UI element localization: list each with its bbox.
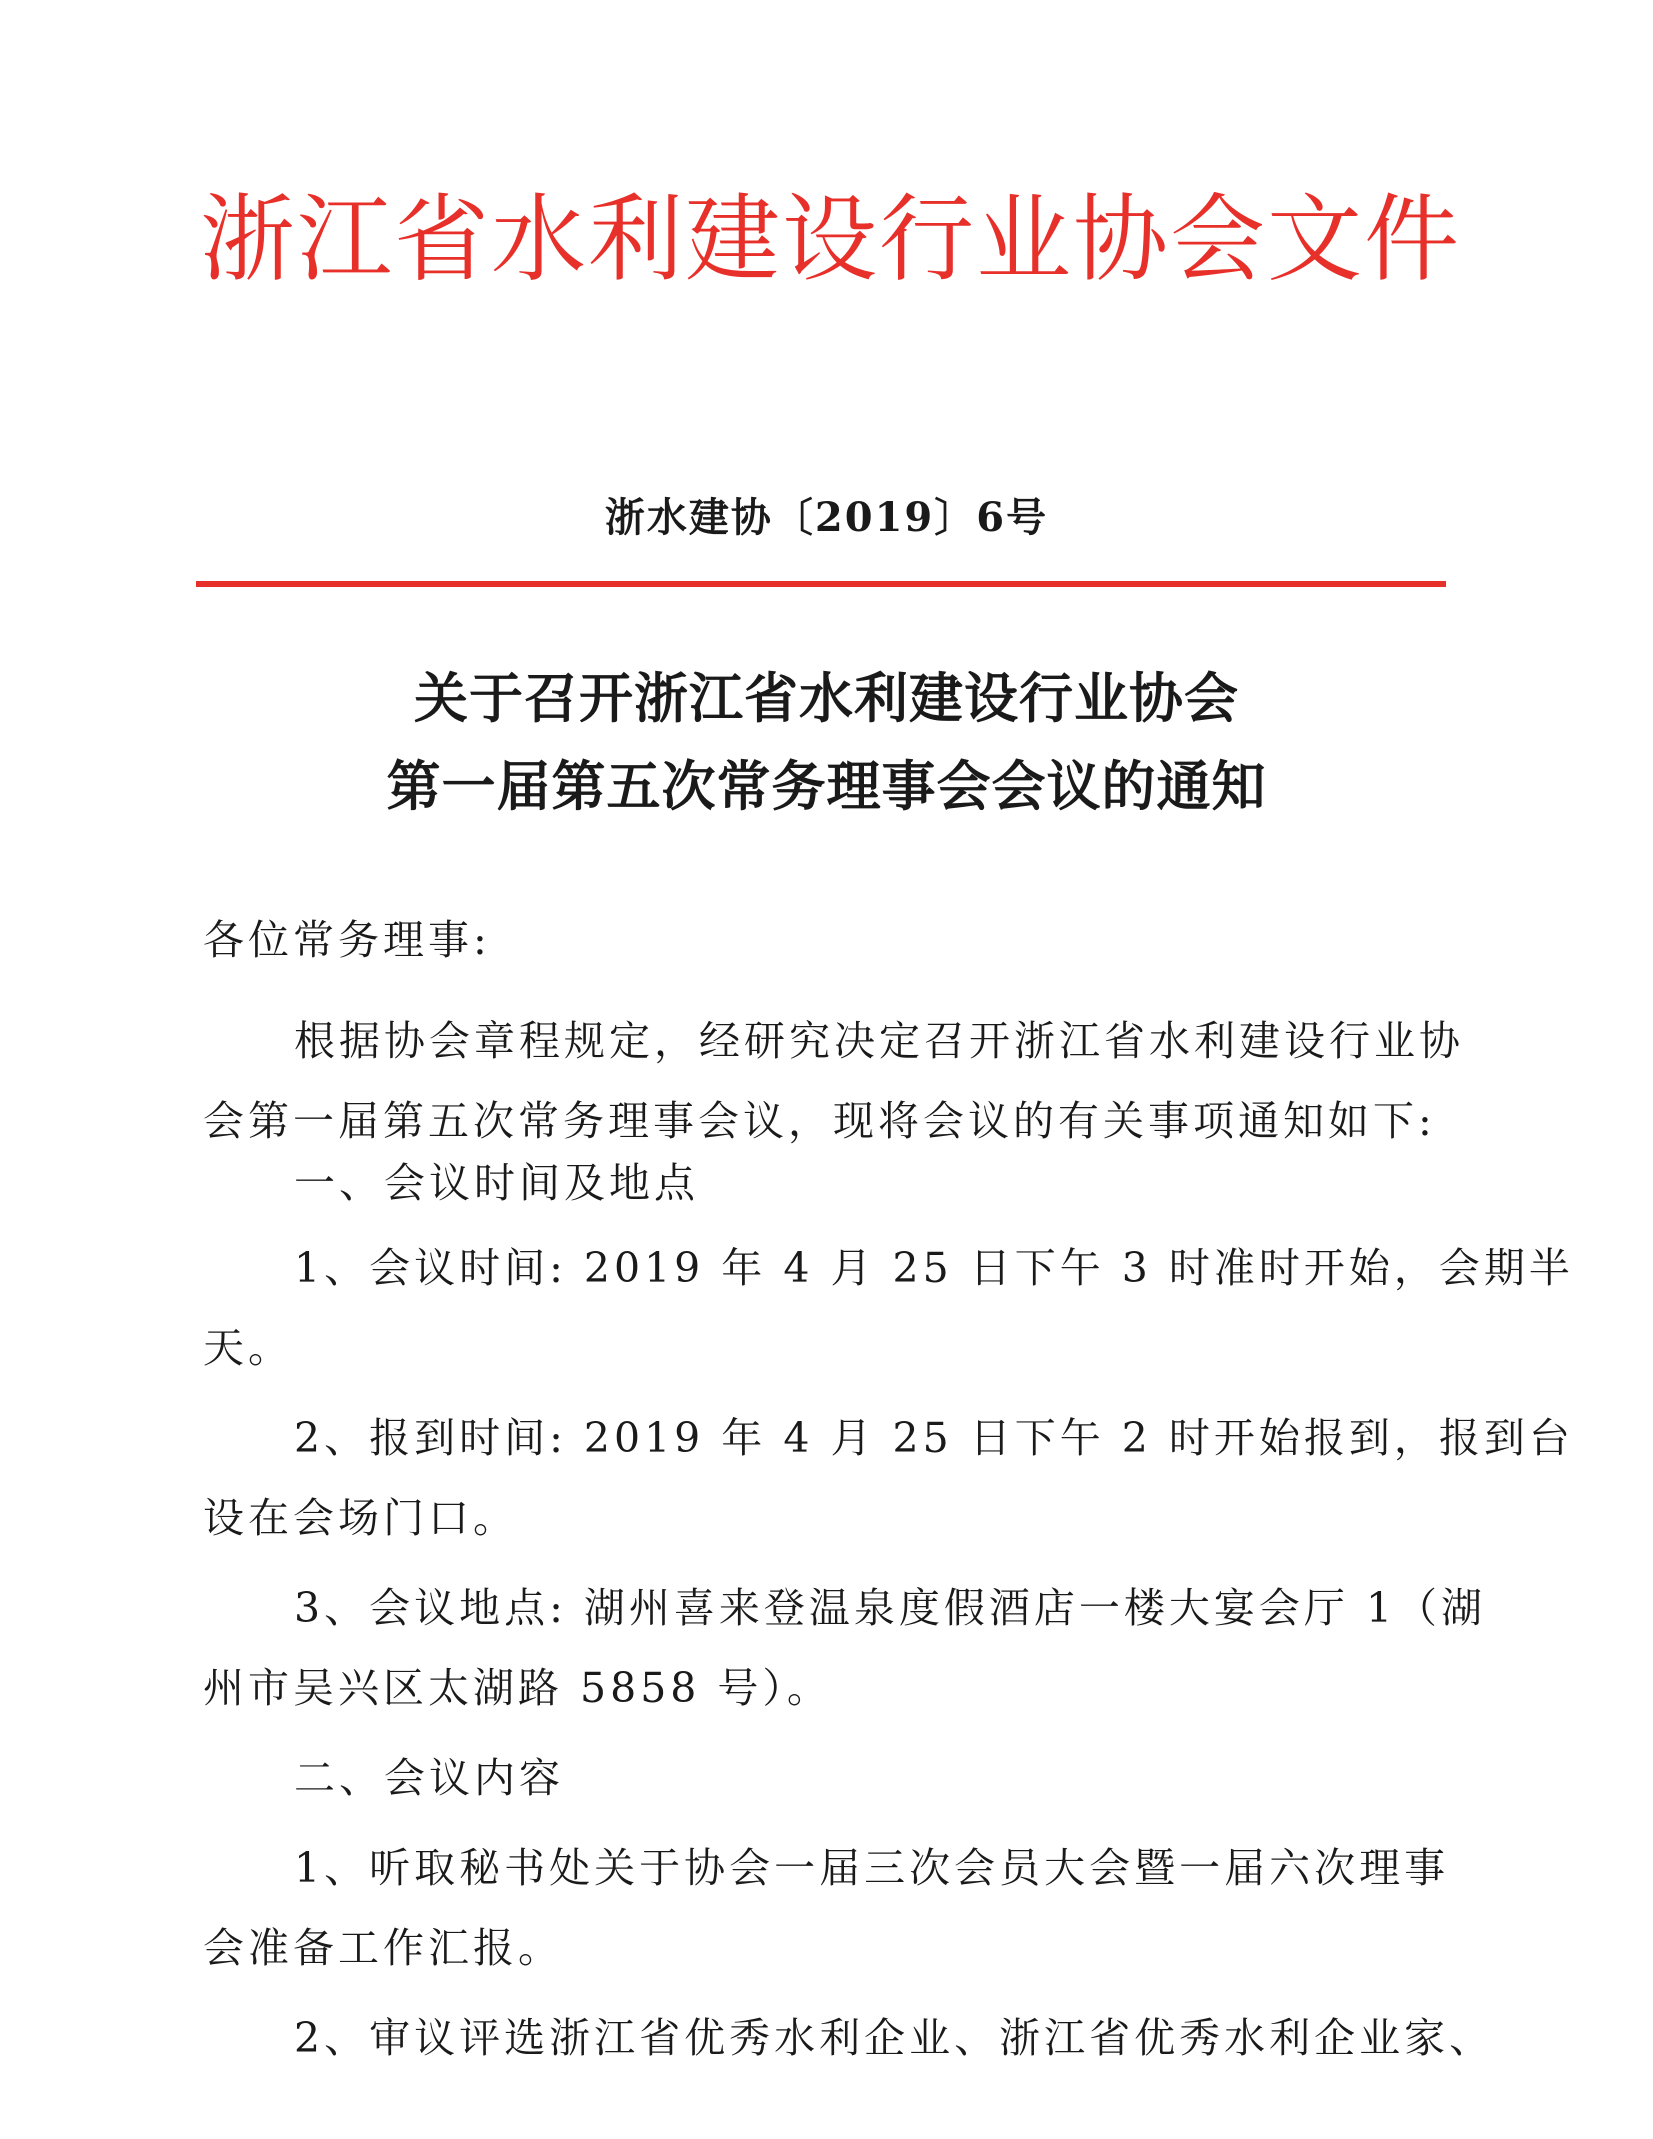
red-divider-line: [196, 581, 1446, 587]
intro-line-1: 根据协会章程规定，经研究决定召开浙江省水利建设行业协: [294, 1017, 1464, 1065]
notice-title-line-2: 第一届第五次常务理事会会议的通知: [386, 755, 1267, 818]
item-2-1-line-1: 1、听取秘书处关于协会一届三次会员大会暨一届六次理事: [294, 1844, 1450, 1892]
notice-title: [0, 655, 1653, 831]
item-1-3-line-2: 州市吴兴区太湖路 5858 号）。: [203, 1664, 832, 1712]
notice-title-line-1: 关于召开浙江省水利建设行业协会: [414, 667, 1239, 730]
document-header-title: 浙江省水利建设行业协会文件: [200, 185, 1462, 295]
section-1-heading: 一、会议时间及地点: [294, 1159, 699, 1207]
item-1-1-line-2: 天。: [203, 1324, 293, 1372]
item-1-2-line-1: 2、报到时间: 2019 年 4 月 25 日下午 2 时开始报到，报到台: [294, 1414, 1574, 1462]
item-1-2-line-2: 设在会场门口。: [203, 1494, 518, 1542]
item-2-2-line-1: 2、审议评选浙江省优秀水利企业、浙江省优秀水利企业家、: [294, 2014, 1495, 2062]
section-2-heading: 二、会议内容: [294, 1754, 564, 1802]
intro-line-2: 会第一届第五次常务理事会议，现将会议的有关事项通知如下:: [203, 1097, 1436, 1145]
item-1-1-line-1: 1、会议时间: 2019 年 4 月 25 日下午 3 时准时开始，会期半: [294, 1244, 1574, 1292]
salutation: 各位常务理事:: [203, 916, 491, 964]
notice-body: [203, 900, 1574, 2078]
item-2-1-line-2: 会准备工作汇报。: [203, 1924, 563, 1972]
item-1-3-line-1: 3、会议地点: 湖州喜来登温泉度假酒店一楼大宴会厅 1（湖: [294, 1584, 1487, 1632]
document-number: 浙水建协〔2019〕6号: [604, 494, 1049, 541]
